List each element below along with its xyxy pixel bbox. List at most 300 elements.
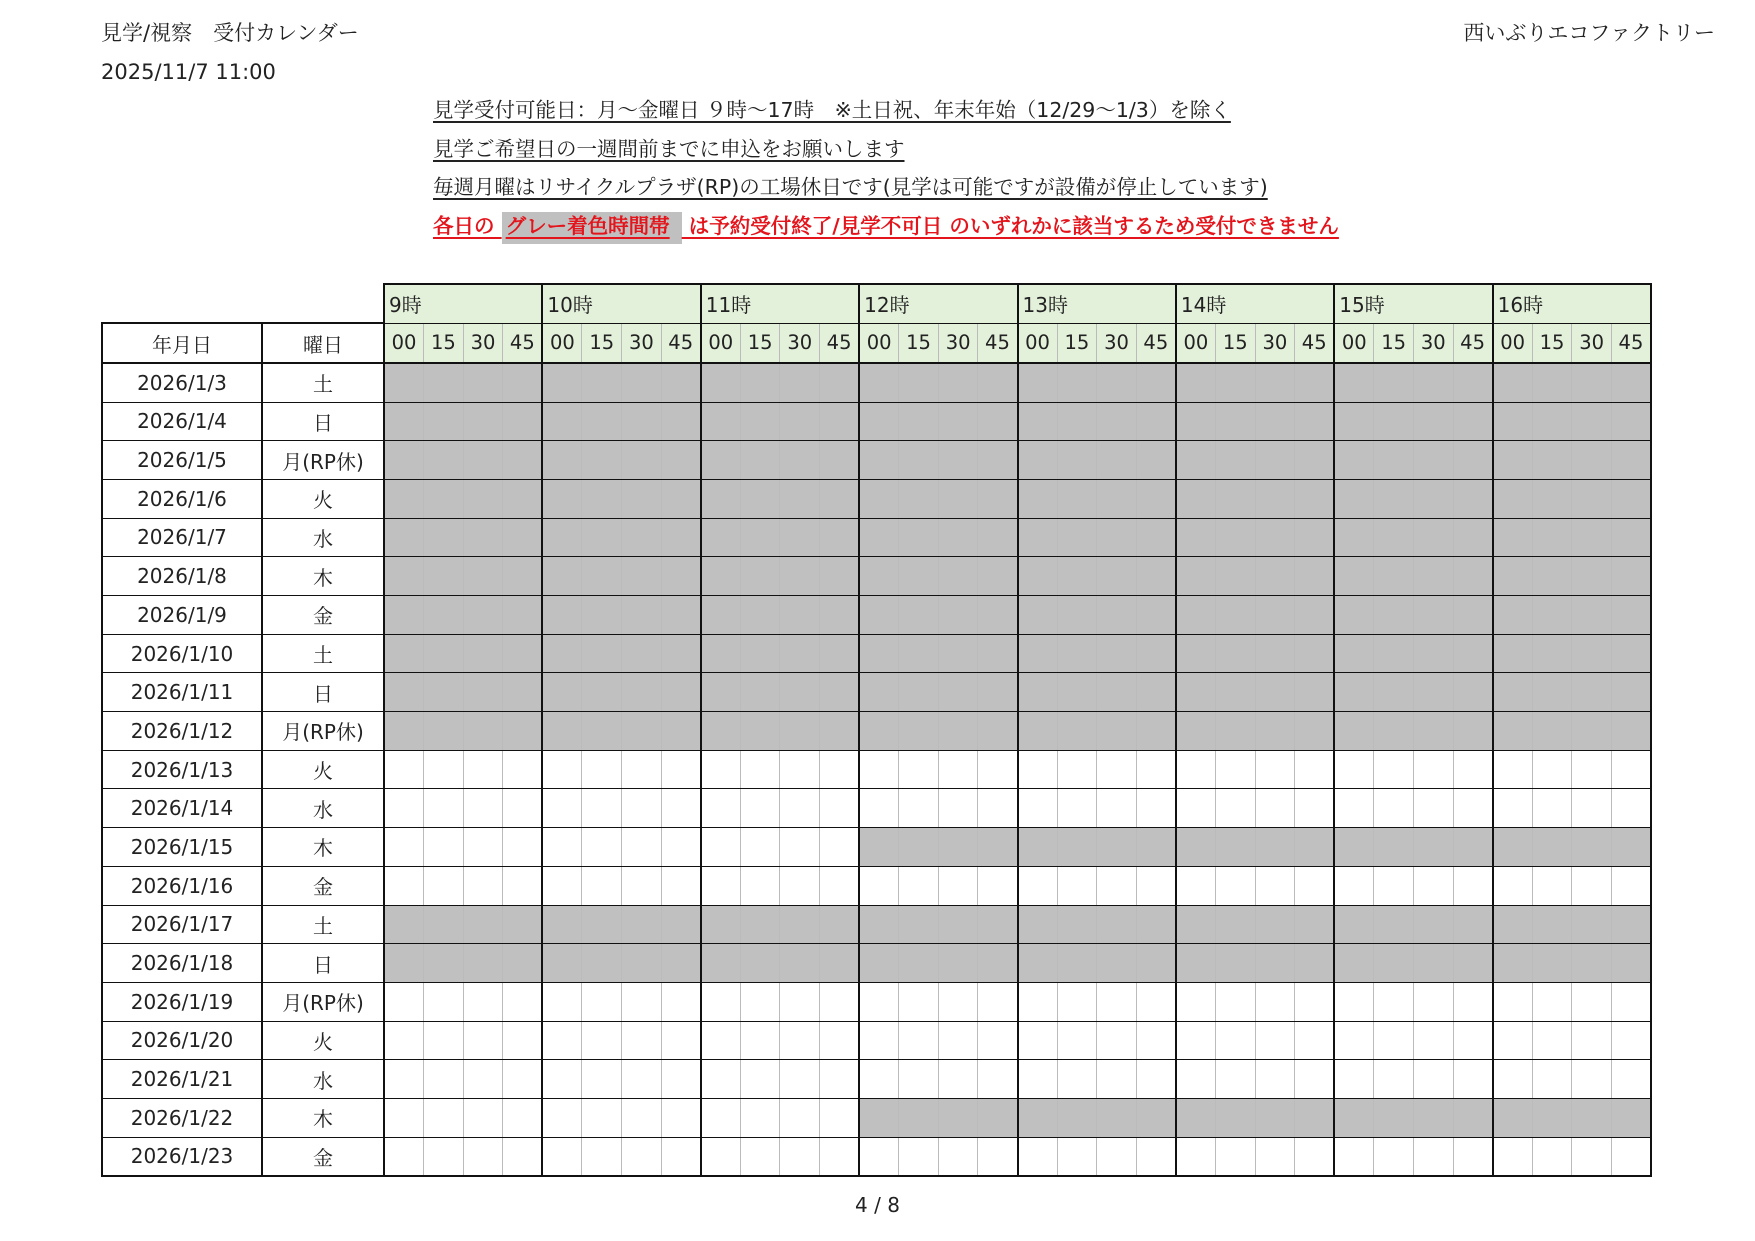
time-slot-available[interactable] — [622, 982, 662, 1021]
time-slot-available[interactable] — [1453, 1060, 1493, 1099]
time-slot-available[interactable] — [1532, 1137, 1572, 1176]
time-slot-available[interactable] — [463, 1098, 503, 1137]
time-slot-unavailable — [978, 905, 1018, 944]
time-slot-available[interactable] — [740, 828, 780, 867]
time-slot-available[interactable] — [1413, 750, 1453, 789]
time-slot-unavailable — [1295, 441, 1335, 480]
time-slot-available[interactable] — [701, 750, 741, 789]
time-slot-available[interactable] — [582, 789, 622, 828]
time-slot-available[interactable] — [1334, 1060, 1374, 1099]
time-slot-available[interactable] — [384, 789, 424, 828]
time-slot-available[interactable] — [1532, 982, 1572, 1021]
time-slot-available[interactable] — [1057, 1137, 1097, 1176]
time-slot-available[interactable] — [1572, 750, 1612, 789]
time-slot-available[interactable] — [1334, 789, 1374, 828]
time-slot-available[interactable] — [859, 1137, 899, 1176]
time-slot-available[interactable] — [1493, 1137, 1533, 1176]
time-slot-available[interactable] — [1532, 1021, 1572, 1060]
time-slot-available[interactable] — [424, 1137, 464, 1176]
time-slot-available[interactable] — [820, 1098, 860, 1137]
time-slot-available[interactable] — [938, 789, 978, 828]
time-slot-unavailable — [1215, 673, 1255, 712]
time-slot-available[interactable] — [1097, 789, 1137, 828]
time-slot-available[interactable] — [424, 1021, 464, 1060]
time-slot-unavailable — [740, 518, 780, 557]
time-slot-available[interactable] — [463, 828, 503, 867]
time-slot-available[interactable] — [1572, 1137, 1612, 1176]
time-slot-available[interactable] — [661, 828, 701, 867]
time-slot-available[interactable] — [1493, 1060, 1533, 1099]
time-slot-available[interactable] — [1176, 750, 1216, 789]
time-slot-available[interactable] — [740, 1137, 780, 1176]
time-slot-unavailable — [820, 363, 860, 402]
time-slot-unavailable — [503, 557, 543, 596]
time-slot-available[interactable] — [1018, 1137, 1058, 1176]
time-slot-available[interactable] — [1057, 750, 1097, 789]
time-slot-unavailable — [1334, 1098, 1374, 1137]
time-slot-available[interactable] — [1413, 789, 1453, 828]
time-slot-available[interactable] — [1057, 1060, 1097, 1099]
time-slot-available[interactable] — [503, 982, 543, 1021]
time-slot-available[interactable] — [463, 1137, 503, 1176]
time-slot-available[interactable] — [978, 866, 1018, 905]
time-slot-available[interactable] — [1611, 866, 1651, 905]
time-slot-available[interactable] — [1611, 1137, 1651, 1176]
time-slot-available[interactable] — [463, 866, 503, 905]
time-slot-available[interactable] — [1255, 1021, 1295, 1060]
minute-header: 30 — [938, 323, 978, 363]
time-slot-available[interactable] — [542, 789, 582, 828]
time-slot-available[interactable] — [1334, 750, 1374, 789]
time-slot-available[interactable] — [503, 1098, 543, 1137]
time-slot-available[interactable] — [1097, 1021, 1137, 1060]
time-slot-available[interactable] — [1097, 866, 1137, 905]
time-slot-available[interactable] — [701, 1137, 741, 1176]
time-slot-available[interactable] — [424, 828, 464, 867]
time-slot-available[interactable] — [661, 789, 701, 828]
time-slot-available[interactable] — [938, 1060, 978, 1099]
time-slot-available[interactable] — [582, 1021, 622, 1060]
time-slot-available[interactable] — [820, 1060, 860, 1099]
time-slot-available[interactable] — [899, 866, 939, 905]
time-slot-available[interactable] — [424, 1098, 464, 1137]
time-slot-unavailable — [1572, 363, 1612, 402]
time-slot-available[interactable] — [859, 1021, 899, 1060]
time-slot-available[interactable] — [780, 789, 820, 828]
time-slot-available[interactable] — [1215, 1137, 1255, 1176]
time-slot-available[interactable] — [820, 750, 860, 789]
time-slot-available[interactable] — [503, 1060, 543, 1099]
time-slot-unavailable — [1611, 596, 1651, 635]
time-slot-available[interactable] — [820, 982, 860, 1021]
time-slot-available[interactable] — [661, 1098, 701, 1137]
time-slot-available[interactable] — [503, 828, 543, 867]
time-slot-available[interactable] — [978, 1137, 1018, 1176]
time-slot-available[interactable] — [1413, 1137, 1453, 1176]
time-slot-available[interactable] — [740, 1060, 780, 1099]
time-slot-available[interactable] — [1255, 789, 1295, 828]
time-slot-available[interactable] — [582, 1137, 622, 1176]
time-slot-available[interactable] — [1136, 1021, 1176, 1060]
time-slot-available[interactable] — [1176, 789, 1216, 828]
time-slot-available[interactable] — [1136, 789, 1176, 828]
time-slot-available[interactable] — [859, 1060, 899, 1099]
time-slot-unavailable — [978, 518, 1018, 557]
time-slot-available[interactable] — [463, 750, 503, 789]
time-slot-available[interactable] — [542, 750, 582, 789]
time-slot-available[interactable] — [1176, 1137, 1216, 1176]
time-slot-available[interactable] — [1572, 982, 1612, 1021]
time-slot-available[interactable] — [1057, 866, 1097, 905]
time-slot-available[interactable] — [1374, 1021, 1414, 1060]
time-slot-unavailable — [384, 944, 424, 983]
time-slot-available[interactable] — [1057, 789, 1097, 828]
time-slot-available[interactable] — [1097, 750, 1137, 789]
time-slot-available[interactable] — [1018, 750, 1058, 789]
time-slot-available[interactable] — [1057, 982, 1097, 1021]
time-slot-available[interactable] — [1215, 1021, 1255, 1060]
time-slot-available[interactable] — [1374, 1060, 1414, 1099]
row-date: 2026/1/19 — [102, 982, 262, 1021]
time-slot-available[interactable] — [424, 789, 464, 828]
time-slot-unavailable — [978, 673, 1018, 712]
time-slot-available[interactable] — [463, 982, 503, 1021]
time-slot-available[interactable] — [1374, 789, 1414, 828]
time-slot-unavailable — [1453, 479, 1493, 518]
time-slot-unavailable — [1136, 673, 1176, 712]
time-slot-available[interactable] — [1493, 866, 1533, 905]
time-slot-available[interactable] — [820, 866, 860, 905]
time-slot-available[interactable] — [1611, 789, 1651, 828]
time-slot-available[interactable] — [1215, 982, 1255, 1021]
time-slot-available[interactable] — [701, 1060, 741, 1099]
time-slot-available[interactable] — [1215, 750, 1255, 789]
time-slot-available[interactable] — [1413, 1060, 1453, 1099]
time-slot-available[interactable] — [384, 1098, 424, 1137]
time-slot-available[interactable] — [1493, 982, 1533, 1021]
time-slot-unavailable — [424, 944, 464, 983]
time-slot-available[interactable] — [1136, 1137, 1176, 1176]
time-slot-available[interactable] — [542, 1137, 582, 1176]
time-slot-available[interactable] — [542, 1098, 582, 1137]
time-slot-available[interactable] — [899, 1137, 939, 1176]
time-slot-available[interactable] — [740, 982, 780, 1021]
time-slot-available[interactable] — [1255, 1137, 1295, 1176]
time-slot-available[interactable] — [978, 982, 1018, 1021]
time-slot-available[interactable] — [740, 750, 780, 789]
time-slot-available[interactable] — [1334, 866, 1374, 905]
time-slot-available[interactable] — [1611, 1021, 1651, 1060]
time-slot-available[interactable] — [622, 866, 662, 905]
time-slot-unavailable — [1572, 441, 1612, 480]
time-slot-available[interactable] — [1572, 789, 1612, 828]
minute-header: 00 — [384, 323, 424, 363]
time-slot-available[interactable] — [701, 1098, 741, 1137]
time-slot-available[interactable] — [1097, 982, 1137, 1021]
time-slot-available[interactable] — [1453, 1137, 1493, 1176]
time-slot-available[interactable] — [1176, 1060, 1216, 1099]
time-slot-unavailable — [622, 673, 662, 712]
time-slot-available[interactable] — [542, 866, 582, 905]
time-slot-available[interactable] — [1611, 1060, 1651, 1099]
time-slot-unavailable — [938, 634, 978, 673]
time-slot-available[interactable] — [622, 789, 662, 828]
time-slot-unavailable — [1413, 828, 1453, 867]
time-slot-available[interactable] — [740, 866, 780, 905]
time-slot-available[interactable] — [1097, 1137, 1137, 1176]
time-slot-available[interactable] — [978, 750, 1018, 789]
time-slot-available[interactable] — [1295, 750, 1335, 789]
time-slot-available[interactable] — [542, 982, 582, 1021]
time-slot-available[interactable] — [1255, 866, 1295, 905]
time-slot-available[interactable] — [938, 750, 978, 789]
time-slot-unavailable — [1295, 363, 1335, 402]
time-slot-unavailable — [780, 518, 820, 557]
time-slot-available[interactable] — [1493, 750, 1533, 789]
time-slot-available[interactable] — [1374, 866, 1414, 905]
time-slot-available[interactable] — [1413, 982, 1453, 1021]
time-slot-unavailable — [1453, 596, 1493, 635]
time-slot-unavailable — [1413, 479, 1453, 518]
time-slot-available[interactable] — [1453, 789, 1493, 828]
row-date: 2026/1/5 — [102, 441, 262, 480]
time-slot-available[interactable] — [1255, 1060, 1295, 1099]
time-slot-available[interactable] — [1374, 750, 1414, 789]
time-slot-available[interactable] — [1453, 866, 1493, 905]
minute-header: 15 — [424, 323, 464, 363]
time-slot-available[interactable] — [622, 828, 662, 867]
time-slot-available[interactable] — [1215, 866, 1255, 905]
time-slot-available[interactable] — [1532, 789, 1572, 828]
time-slot-available[interactable] — [938, 982, 978, 1021]
time-slot-available[interactable] — [859, 982, 899, 1021]
time-slot-available[interactable] — [1215, 789, 1255, 828]
time-slot-available[interactable] — [582, 866, 622, 905]
time-slot-available[interactable] — [463, 789, 503, 828]
time-slot-available[interactable] — [582, 1098, 622, 1137]
page-title: 見学/視察 受付カレンダー — [101, 21, 359, 45]
time-slot-available[interactable] — [1413, 866, 1453, 905]
row-date: 2026/1/11 — [102, 673, 262, 712]
time-slot-available[interactable] — [740, 1098, 780, 1137]
time-slot-available[interactable] — [978, 789, 1018, 828]
time-slot-available[interactable] — [1018, 1021, 1058, 1060]
time-slot-available[interactable] — [780, 982, 820, 1021]
time-slot-available[interactable] — [701, 982, 741, 1021]
time-slot-available[interactable] — [384, 750, 424, 789]
time-slot-available[interactable] — [1136, 1060, 1176, 1099]
time-slot-available[interactable] — [780, 866, 820, 905]
time-slot-available[interactable] — [384, 1021, 424, 1060]
time-slot-available[interactable] — [582, 982, 622, 1021]
time-slot-available[interactable] — [938, 866, 978, 905]
time-slot-available[interactable] — [503, 1137, 543, 1176]
time-slot-available[interactable] — [661, 750, 701, 789]
time-slot-available[interactable] — [1453, 982, 1493, 1021]
time-slot-available[interactable] — [740, 789, 780, 828]
time-slot-available[interactable] — [1255, 750, 1295, 789]
time-slot-unavailable — [1611, 1098, 1651, 1137]
time-slot-unavailable — [938, 402, 978, 441]
minute-header: 00 — [701, 323, 741, 363]
time-slot-available[interactable] — [622, 1137, 662, 1176]
time-slot-available[interactable] — [899, 750, 939, 789]
time-slot-available[interactable] — [1295, 982, 1335, 1021]
time-slot-unavailable — [1057, 673, 1097, 712]
time-slot-available[interactable] — [701, 828, 741, 867]
time-slot-available[interactable] — [622, 750, 662, 789]
time-slot-available[interactable] — [978, 1021, 1018, 1060]
time-slot-available[interactable] — [780, 1060, 820, 1099]
time-slot-available[interactable] — [859, 789, 899, 828]
time-slot-available[interactable] — [582, 828, 622, 867]
time-slot-available[interactable] — [503, 789, 543, 828]
time-slot-available[interactable] — [1493, 789, 1533, 828]
time-slot-unavailable — [701, 673, 741, 712]
time-slot-available[interactable] — [701, 866, 741, 905]
time-slot-available[interactable] — [622, 1021, 662, 1060]
time-slot-available[interactable] — [1334, 982, 1374, 1021]
time-slot-unavailable — [1572, 944, 1612, 983]
time-slot-available[interactable] — [820, 1137, 860, 1176]
time-slot-available[interactable] — [1295, 866, 1335, 905]
time-slot-available[interactable] — [661, 982, 701, 1021]
time-slot-available[interactable] — [661, 1137, 701, 1176]
time-slot-available[interactable] — [622, 1098, 662, 1137]
time-slot-available[interactable] — [1295, 789, 1335, 828]
time-slot-available[interactable] — [1176, 866, 1216, 905]
time-slot-unavailable — [1453, 712, 1493, 751]
time-slot-available[interactable] — [780, 1098, 820, 1137]
time-slot-unavailable — [1532, 479, 1572, 518]
time-slot-available[interactable] — [424, 750, 464, 789]
time-slot-available[interactable] — [1136, 750, 1176, 789]
time-slot-available[interactable] — [622, 1060, 662, 1099]
time-slot-available[interactable] — [859, 750, 899, 789]
row-date: 2026/1/22 — [102, 1098, 262, 1137]
time-slot-available[interactable] — [1295, 1137, 1335, 1176]
time-slot-available[interactable] — [1136, 866, 1176, 905]
time-slot-available[interactable] — [1572, 1021, 1612, 1060]
time-slot-unavailable — [1532, 596, 1572, 635]
time-slot-unavailable — [1453, 1098, 1493, 1137]
time-slot-unavailable — [978, 363, 1018, 402]
time-slot-available[interactable] — [503, 866, 543, 905]
time-slot-available[interactable] — [1453, 750, 1493, 789]
time-slot-available[interactable] — [582, 1060, 622, 1099]
time-slot-available[interactable] — [780, 828, 820, 867]
time-slot-available[interactable] — [1334, 1021, 1374, 1060]
time-slot-available[interactable] — [1334, 1137, 1374, 1176]
time-slot-available[interactable] — [899, 1021, 939, 1060]
time-slot-available[interactable] — [661, 1060, 701, 1099]
time-slot-available[interactable] — [899, 982, 939, 1021]
time-slot-available[interactable] — [542, 828, 582, 867]
time-slot-available[interactable] — [1255, 982, 1295, 1021]
time-slot-available[interactable] — [463, 1021, 503, 1060]
time-slot-available[interactable] — [1295, 1021, 1335, 1060]
time-slot-available[interactable] — [582, 750, 622, 789]
time-slot-available[interactable] — [1018, 789, 1058, 828]
time-slot-available[interactable] — [1136, 982, 1176, 1021]
time-slot-available[interactable] — [384, 1137, 424, 1176]
time-slot-unavailable — [820, 944, 860, 983]
time-slot-available[interactable] — [424, 866, 464, 905]
time-slot-available[interactable] — [384, 866, 424, 905]
time-slot-available[interactable] — [542, 1060, 582, 1099]
time-slot-unavailable — [424, 518, 464, 557]
time-slot-available[interactable] — [938, 1021, 978, 1060]
time-slot-available[interactable] — [463, 1060, 503, 1099]
time-slot-unavailable — [661, 441, 701, 480]
time-slot-available[interactable] — [820, 789, 860, 828]
time-slot-available[interactable] — [384, 1060, 424, 1099]
time-slot-available[interactable] — [859, 866, 899, 905]
time-slot-available[interactable] — [938, 1137, 978, 1176]
time-slot-available[interactable] — [1018, 866, 1058, 905]
time-slot-unavailable — [1532, 673, 1572, 712]
time-slot-available[interactable] — [503, 750, 543, 789]
time-slot-available[interactable] — [424, 982, 464, 1021]
time-slot-available[interactable] — [1453, 1021, 1493, 1060]
time-slot-available[interactable] — [1572, 1060, 1612, 1099]
time-slot-available[interactable] — [661, 1021, 701, 1060]
time-slot-available[interactable] — [820, 1021, 860, 1060]
time-slot-available[interactable] — [740, 1021, 780, 1060]
time-slot-available[interactable] — [1176, 982, 1216, 1021]
time-slot-available[interactable] — [424, 1060, 464, 1099]
time-slot-available[interactable] — [661, 866, 701, 905]
time-slot-unavailable — [424, 905, 464, 944]
time-slot-available[interactable] — [1018, 1060, 1058, 1099]
time-slot-available[interactable] — [1097, 1060, 1137, 1099]
time-slot-available[interactable] — [1176, 1021, 1216, 1060]
time-slot-available[interactable] — [780, 1137, 820, 1176]
time-slot-available[interactable] — [1374, 1137, 1414, 1176]
time-slot-available[interactable] — [1572, 866, 1612, 905]
time-slot-available[interactable] — [1532, 750, 1572, 789]
time-slot-available[interactable] — [1018, 982, 1058, 1021]
time-slot-available[interactable] — [1611, 982, 1651, 1021]
time-slot-available[interactable] — [1611, 750, 1651, 789]
time-slot-available[interactable] — [899, 789, 939, 828]
time-slot-available[interactable] — [780, 1021, 820, 1060]
time-slot-available[interactable] — [1215, 1060, 1255, 1099]
time-slot-available[interactable] — [1532, 1060, 1572, 1099]
time-slot-unavailable — [820, 596, 860, 635]
time-slot-available[interactable] — [899, 1060, 939, 1099]
time-slot-available[interactable] — [503, 1021, 543, 1060]
time-slot-available[interactable] — [701, 789, 741, 828]
time-slot-available[interactable] — [1295, 1060, 1335, 1099]
time-slot-available[interactable] — [1413, 1021, 1453, 1060]
time-slot-available[interactable] — [384, 982, 424, 1021]
time-slot-available[interactable] — [820, 828, 860, 867]
time-slot-available[interactable] — [384, 828, 424, 867]
time-slot-available[interactable] — [1374, 982, 1414, 1021]
time-slot-available[interactable] — [1493, 1021, 1533, 1060]
time-slot-available[interactable] — [978, 1060, 1018, 1099]
time-slot-available[interactable] — [542, 1021, 582, 1060]
time-slot-unavailable — [384, 363, 424, 402]
row-date: 2026/1/18 — [102, 944, 262, 983]
time-slot-available[interactable] — [780, 750, 820, 789]
time-slot-unavailable — [701, 905, 741, 944]
time-slot-available[interactable] — [1057, 1021, 1097, 1060]
time-slot-available[interactable] — [701, 1021, 741, 1060]
time-slot-unavailable — [1532, 1098, 1572, 1137]
time-slot-available[interactable] — [1532, 866, 1572, 905]
